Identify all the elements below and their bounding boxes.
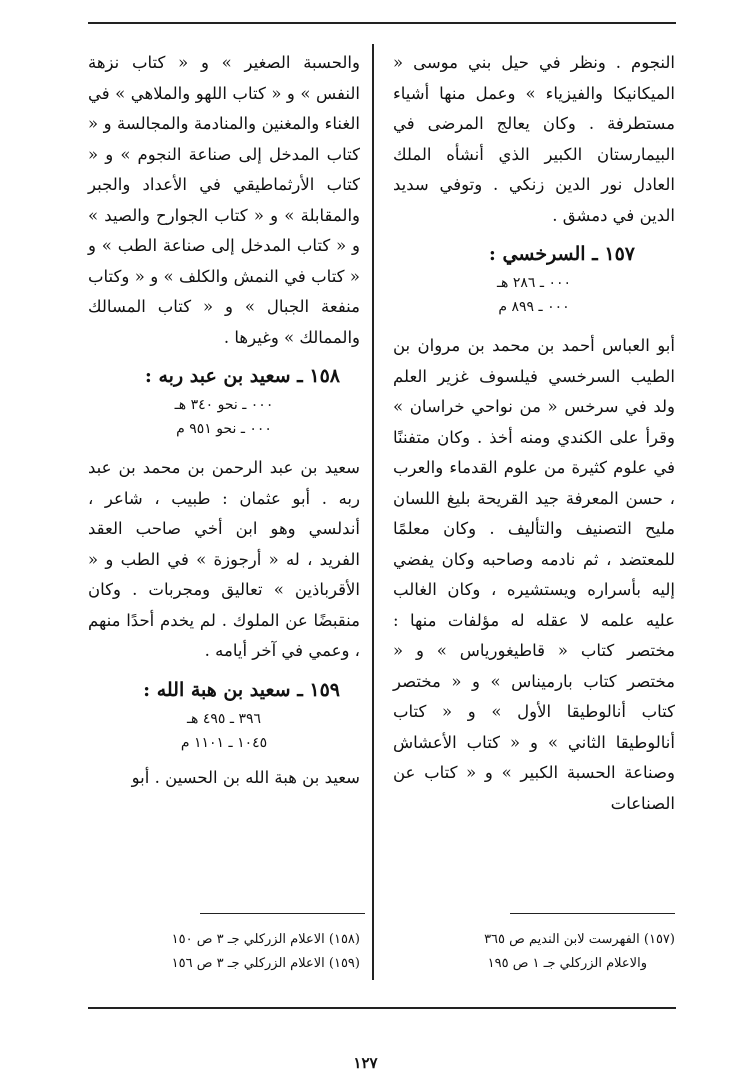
page-number: ١٢٧ <box>353 1054 378 1072</box>
footnote-157-line-1: (١٥٧) الفهرست لابن النديم ص ٣٦٥ <box>484 932 675 947</box>
left-column <box>88 48 360 793</box>
entry-159-body: سعيد بن هبة الله بن الحسين . أبو <box>131 767 360 787</box>
footnote-rule-right <box>510 913 675 914</box>
entry-159-date-hijri: ٣٩٦ ـ ٤٩٥ هـ <box>186 710 262 727</box>
entry-158-title: ١٥٨ ـ سعيد بن عبد ربه : <box>144 365 340 387</box>
footnote-158: (١٥٨) الاعلام الزركلي جـ ٣ ص ١٥٠ <box>171 932 360 947</box>
entry-157-date-gregorian: ٠٠٠ ـ ٨٩٩ م <box>498 299 570 315</box>
entry-157-date-hijri: ٠٠٠ ـ ٢٨٦ هـ <box>496 275 572 291</box>
entry-158-body: سعيد بن عبد الرحمن بن محمد بن عبد ربه . أبو عثمان : طبيب ، شاعر ، أندلسي وهو ابن أخي صاحب العقد الفريد ، له « أرجوزة » في الطب و « الأقرباذين » تعاليق ومجربات . وكان منقبضًا عن الملوك . لم يخدم أحدًا منهم ، وعمي في آخر أيامه . <box>88 458 360 660</box>
left-column-intro: والحسبة الصغير » و « كتاب نزهة النفس » و « كتاب اللهو والملاهي » في الغناء والمغنين والمنادمة والمجالسة و « كتاب المدخل إلى صناعة النجوم » و « كتاب الأرثماطيقي في الأعداد والجبر والمقابلة » و « كتاب الجوارح والصيد » و « كتاب المدخل إلى صناعة الطب » و « كتاب في النمش والكلف » و « وكتاب منفعة الجبال » و « كتاب المسالك والممالك » وغيرها . <box>88 53 360 347</box>
entry-157-title: ١٥٧ ـ السرخسي : <box>488 243 635 265</box>
column-divider <box>372 44 374 980</box>
footnote-157-line-2: والاعلام الزركلي جـ ١ ص ١٩٥ <box>487 956 647 971</box>
entry-157-body: أبو العباس أحمد بن محمد بن مروان بن الطيب السرخسي فيلسوف غزير العلم ولد في سرخس « من نواحي خراسان » وقرأ على الكندي ومنه أخذ . وكان متفننًا في علوم كثيرة من علوم القدماء والعرب ، حسن المعرفة جيد القريحة بليغ اللسان مليح التصنيف والتأليف . وكان معلمًا للمعتضد ، ثم نادمه وصاحبه وكان يفضي إليه بأسراره ويستشيره ، وكان الغالب عليه علمه لا عقله له مؤلفات منها : مختصر كتاب « قاطيغورياس » و « مختصر كتاب بارميناس » و « مختصر كتاب أنالوطيقا الأول » و « كتاب أنالوطيقا الثاني » و « كتاب الأعشاش وصناعة الحسبة الكبير » و « كتاب عن الصناعات <box>393 336 675 813</box>
footnotes-left <box>88 928 360 976</box>
footnote-rule-left <box>200 913 365 914</box>
bottom-rule <box>88 1007 676 1009</box>
entry-157 <box>393 237 675 819</box>
footnote-159: (١٥٩) الاعلام الزركلي جـ ٣ ص ١٥٦ <box>171 956 360 971</box>
entry-158 <box>88 359 360 667</box>
right-column-intro: النجوم . ونظر في حيل بني موسى « الميكانيكا والفيزياء » وعمل منها أشياء مستطرفة . وكان يعالج المرضى في البيمارستان الكبير الذي أنشأه الملك العادل نور الدين زنكي . وتوفي سديد الدين في دمشق . <box>393 53 675 225</box>
entry-159-title: ١٥٩ ـ سعيد بن هبة الله : <box>143 678 340 701</box>
entry-159 <box>88 673 360 794</box>
footnotes-right <box>393 928 675 976</box>
entry-158-date-hijri: ٠٠٠ ـ نحو ٣٤٠ هـ <box>174 397 274 413</box>
entry-158-date-gregorian: ٠٠٠ ـ نحو ٩٥١ م <box>176 421 272 437</box>
entry-159-date-gregorian: ١٠٤٥ ـ ١١٠١ م <box>180 734 268 751</box>
right-column <box>393 48 675 819</box>
top-rule <box>88 22 676 24</box>
